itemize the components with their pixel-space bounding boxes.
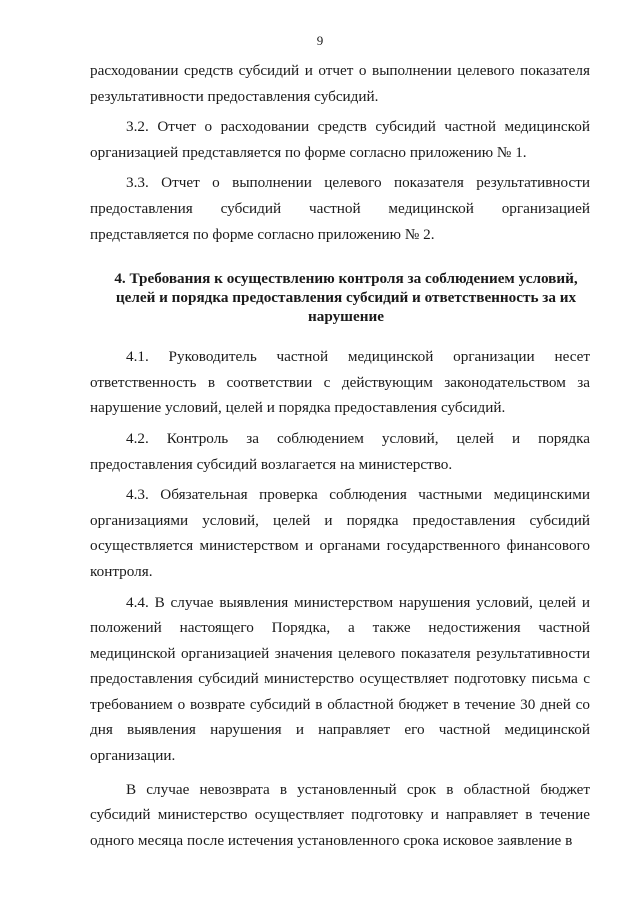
page-number: 9 xyxy=(316,33,324,48)
paragraph-non-return: В случае невозврата в установленный срок в областной бюджет субсидий министерство осуществляет подготовку и направляет в течение одного месяца после истечения установленного срока исковое заявление в xyxy=(90,780,590,849)
paragraph-3-3: 3.3. Отчет о выполнении целевого показателя результативности предоставления субсидий частной медицинской организацией представляется по форме согласно приложению № 2. xyxy=(90,174,590,243)
document-body xyxy=(90,58,590,853)
paragraph-continuation: расходовании средств субсидий и отчет о выполнении целевого показателя результативности предоставления субсидий. xyxy=(90,62,590,105)
paragraph-4-4: 4.4. В случае выявления министерством нарушения условий, целей и положений настоящего Порядка, а также недостижения частной медицинской организацией значения целевого показателя результативности предоставления субсидий министерство осуществляет подготовку письма с требованием о возврате субсидий в областной бюджет в течение 30 дней со дня выявления нарушения и направляет его частной медицинской организации. xyxy=(90,593,590,765)
paragraph-3-2: 3.2. Отчет о расходовании средств субсидий частной медицинской организацией представляется по форме согласно приложению № 1. xyxy=(90,118,590,161)
paragraph-4-2: 4.2. Контроль за соблюдением условий, целей и порядка предоставления субсидий возлагается на министерство. xyxy=(90,429,590,473)
section-heading: 4. Требования к осуществлению контроля за соблюдением условий, целей и порядка предоставления субсидий и ответственность за их нарушение xyxy=(114,270,578,326)
paragraph-4-3: 4.3. Обязательная проверка соблюдения частными медицинскими организациями условий, целей и порядка предоставления субсидий осуществляется министерством и органами государственного финансового контроля. xyxy=(90,486,590,580)
paragraph-4-1: 4.1. Руководитель частной медицинской организации несет ответственность в соответствии с действующим законодательством за нарушение условий, целей и порядка предоставления субсидий. xyxy=(90,348,590,417)
